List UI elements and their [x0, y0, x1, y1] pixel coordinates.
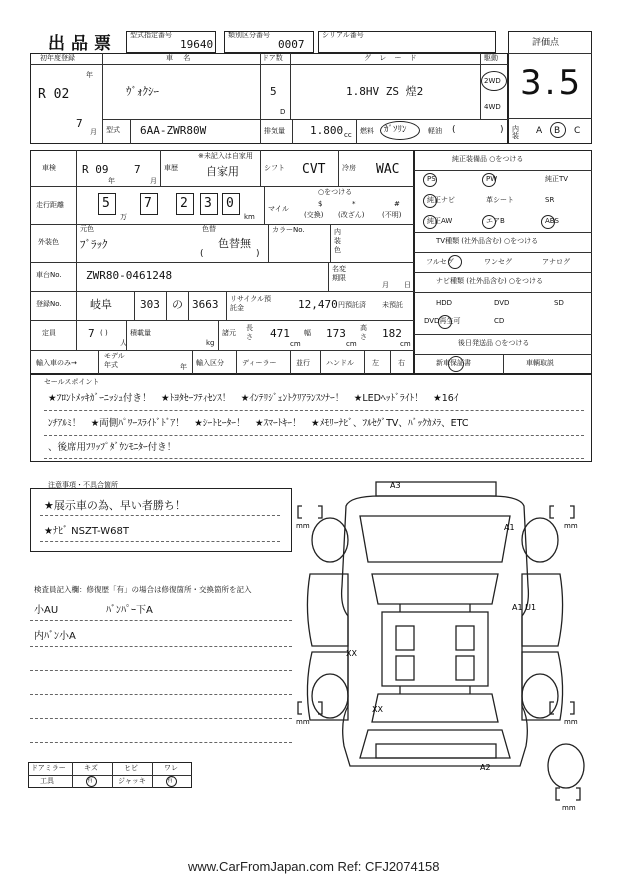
len-cm: cm: [290, 340, 301, 348]
fuel-paren-open: (: [452, 125, 456, 135]
label-a2: A2: [480, 763, 491, 772]
height: 182: [382, 327, 402, 340]
category-label: 類別区分番号: [228, 31, 270, 39]
load-label: 積載量: [130, 329, 151, 337]
equip-item: ABS: [545, 217, 559, 225]
equip-item: PS: [427, 175, 436, 183]
serial-label: シリアル番号: [322, 31, 364, 39]
fuel-paren-close: ): [500, 125, 504, 135]
history: 自家用: [206, 165, 239, 178]
legend-broken: ワレ: [164, 764, 178, 772]
navi-header: ナビ種類 (社外品含む) ○をつける: [436, 277, 544, 285]
disp-unit: cc: [344, 131, 352, 139]
watermark: www.CarFromJapan.com Ref: CFJ2074158: [188, 859, 440, 874]
sym-hash: #: [394, 200, 400, 208]
shaken-year-unit: 年: [108, 177, 115, 185]
shift-label: シフト: [264, 164, 285, 172]
equip-item: エアB: [486, 217, 505, 225]
notes-label: 注意事項・不具合箇所: [48, 481, 118, 489]
man-unit: 万: [120, 213, 127, 221]
tv-item: フルセグ: [426, 258, 454, 266]
displacement: 1.800: [310, 124, 344, 137]
label-a1: A1: [504, 523, 515, 532]
legend-tools-yes: 有: [87, 777, 94, 784]
length: 471: [270, 327, 290, 340]
category-no: 0007: [278, 38, 305, 51]
mileage-digit: 2: [180, 196, 188, 211]
recycle-status: 円預託済: [338, 301, 366, 309]
legend-tools: 工具: [40, 777, 54, 785]
name-change-month: 月: [382, 281, 389, 289]
score-label: 評価点: [532, 38, 560, 48]
ac: WAC: [376, 162, 400, 177]
body-outline: [342, 496, 529, 766]
model-year-label: モデル年式: [104, 352, 125, 369]
equip-item: PW: [486, 175, 498, 183]
navi-item: HDD: [436, 299, 453, 307]
roof: [382, 612, 488, 686]
inspector-label: 検査員記入欄：修復歴「有」の場合は修復箇所・交換箇所を記入: [34, 585, 252, 594]
equip-item: SR: [545, 196, 555, 204]
interior-c: C: [574, 126, 581, 136]
mm-fl: mm: [296, 522, 310, 530]
reg-class: 303: [140, 298, 160, 311]
not-deposit: 未預託: [382, 301, 403, 309]
handle-label: ハンドル: [326, 359, 354, 367]
navi-item: CD: [494, 317, 505, 325]
mm-rl: mm: [296, 718, 310, 726]
docs-header: 後日発送品 ○をつける: [458, 339, 530, 347]
width: 173: [326, 327, 346, 340]
recycle: 12,470: [298, 298, 338, 311]
first-reg-month: 7: [76, 117, 83, 130]
ac-label: 冷房: [342, 164, 356, 172]
type-no-label: 型式指定番号: [130, 31, 172, 39]
door-label: ドア数: [262, 54, 283, 62]
sales-line3: 、後席用ﾌﾘｯﾌﾟﾀﾞｳﾝﾓﾆﾀｰ付き！: [48, 442, 177, 453]
kg-unit: kg: [206, 339, 215, 347]
first-reg-year-unit: 年: [86, 71, 93, 79]
door-suffix: D: [280, 108, 286, 116]
doc-warranty-circle: [448, 356, 464, 372]
reg-pref: 岐阜: [90, 298, 112, 311]
sym-star: *: [352, 200, 356, 208]
hood: [360, 516, 510, 562]
height-label: 高さ: [360, 324, 367, 341]
light-oil: 軽油: [428, 127, 442, 135]
len-label: 長さ: [246, 324, 253, 341]
interior-b: B: [554, 126, 561, 136]
navi-item: SD: [554, 299, 564, 307]
recycle-label: リサイクル預託金: [230, 295, 272, 312]
circle-note-mileage: ○をつける: [318, 188, 353, 196]
width-cm: cm: [346, 340, 357, 348]
car-diagram: [290, 476, 600, 816]
recolor: 色替無: [218, 237, 251, 250]
legend-scratch: キズ: [84, 764, 98, 772]
model: 6AA-ZWR80W: [140, 124, 207, 137]
unknown: (不明): [382, 211, 402, 219]
name-change-label: 名変期限: [332, 265, 346, 282]
navi-item: DVD: [494, 299, 510, 307]
wheel-front-right: [522, 518, 558, 562]
fuel: ｶﾞｿﾘﾝ: [384, 125, 407, 135]
tv-item: ワンセグ: [484, 258, 512, 266]
shaken-month-unit: 月: [150, 177, 157, 185]
sales-line2: ﾝﾁｱﾙﾐ！ ★両側ﾊﾟﾜｰｽﾗｲﾄﾞﾄﾞｱ！ ★ｼｰﾄﾋｰﾀｰ！ ★ｽﾏｰﾄｷｰ！ ★ﾒﾓﾘｰﾅﾋﾞ、ﾌﾙｾｸﾞTV、ﾊﾞｯｸｶﾒﾗ、ETC: [48, 418, 469, 429]
mileage-digit: 7: [144, 196, 152, 211]
import-year-unit: 年: [180, 363, 187, 371]
dims-label: 諸元: [222, 329, 236, 337]
model-label: 型式: [106, 126, 120, 134]
drive-2wd: 2WD: [484, 77, 501, 85]
exchanged: (交換): [304, 211, 324, 219]
score-value: 3.5: [520, 63, 584, 103]
color-label: 外装色: [38, 238, 59, 246]
history-label: 車歴: [164, 164, 178, 172]
doc-manual: 車輌取説: [526, 359, 554, 367]
interior-a: A: [536, 126, 543, 136]
mm-spare: mm: [562, 804, 576, 812]
label-a1u1: A1 U1: [512, 603, 537, 612]
reg-num: 3663: [192, 298, 219, 311]
wheel-front-left: [312, 518, 348, 562]
label-xx2: XX: [372, 705, 383, 714]
wheel-rear-left: [312, 674, 348, 718]
legend-mirror: ドアミラー: [31, 764, 66, 772]
shaken-label: 車検: [42, 164, 56, 172]
wheel-rear-right: [522, 674, 558, 718]
orig-color-label: 元色: [80, 225, 94, 233]
rear-bumper: [376, 744, 496, 758]
capacity-unit: ( ): [100, 329, 108, 337]
grade: 1.8HV ZS 煌2: [346, 85, 424, 98]
right-hand: 右: [398, 359, 405, 367]
person-unit: 人: [120, 339, 127, 347]
legend-jack-yes: 有: [167, 777, 174, 784]
doc-warranty: 新車保証書: [436, 359, 471, 367]
legend-jack: ジャッキ: [118, 777, 146, 785]
notes-line2: ★ﾅﾋﾞ NSZT-W68T: [44, 526, 129, 537]
legend-crack: ヒビ: [124, 764, 138, 772]
interior-label: 内装: [512, 125, 519, 140]
inspector-2: 内ﾊﾞﾝ小A: [34, 631, 76, 642]
inspector-1a: 小AU: [34, 605, 59, 616]
reg-kana: の: [172, 298, 183, 311]
capacity: 7: [88, 327, 95, 340]
vin: ZWR80-0461248: [86, 269, 173, 282]
vin-label: 車台No.: [36, 271, 62, 279]
drive-label: 駆動: [484, 54, 498, 62]
mm-rr: mm: [564, 718, 578, 726]
left-hand: 左: [372, 359, 379, 367]
notes-line1: ★展示車の為、早い者勝ち！: [44, 499, 186, 512]
capacity-label: 定員: [42, 329, 56, 337]
history-note: ※未記入は自家用: [198, 152, 253, 160]
car-name: ｳﾞｫｸｼｰ: [126, 85, 159, 98]
width-label: 幅: [304, 329, 311, 337]
mileage-digit: 5: [102, 196, 110, 211]
rear-glass: [372, 694, 498, 722]
drive-4wd: 4WD: [484, 103, 501, 111]
first-reg-month-unit: 月: [90, 128, 97, 136]
shaken-month: 7: [134, 163, 141, 176]
color-no-label: 色替: [202, 225, 216, 233]
mile-label: マイル: [268, 205, 289, 213]
equip-item: 純正AW: [427, 217, 453, 225]
label-xx1: XX: [346, 649, 357, 658]
name-change-day: 日: [404, 281, 411, 289]
first-reg-year: R 02: [38, 87, 70, 102]
equip-item: 純正TV: [545, 175, 569, 183]
sheet-title: 出品票: [48, 34, 117, 54]
equip-item: 純正ナビ: [427, 196, 455, 204]
shaken-year: R 09: [82, 163, 109, 176]
import-label: 輸入車のみ→: [36, 359, 77, 367]
mm-fr: mm: [564, 522, 578, 530]
grade-label: グ レ ー ド: [364, 54, 420, 62]
notes-box: [30, 488, 292, 552]
doors: 5: [270, 85, 277, 98]
equip-header: 純正装備品 ○をつける: [452, 155, 524, 163]
color-paren-close: ): [256, 249, 260, 259]
navi-item: DVD再生可: [424, 317, 461, 325]
interior-color-label: 内装色: [334, 228, 341, 254]
import-cat-label: 輸入区分: [196, 359, 224, 367]
equip-item: 革シート: [486, 196, 514, 204]
color: ﾌﾞﾗｯｸ: [80, 238, 108, 251]
tv-header: TV種類 (社外品含む) ○をつける: [436, 237, 539, 245]
dealer: ディーラー: [242, 359, 277, 367]
mileage-digit: 3: [204, 196, 212, 211]
mileage-digit: 0: [226, 196, 234, 211]
fuel-label: 燃料: [360, 127, 374, 135]
color-paren-open: (: [200, 249, 204, 259]
reg-label: 登録No.: [36, 300, 62, 308]
first-reg-label: 初年度登録: [40, 54, 75, 62]
shift: CVT: [302, 162, 326, 177]
height-cm: cm: [400, 340, 411, 348]
sym-dollar: $: [318, 200, 323, 208]
label-a3: A3: [390, 481, 401, 490]
sales-label: セールスポイント: [44, 378, 100, 386]
type-no: 19640: [180, 38, 214, 51]
disp-label: 排気量: [264, 127, 285, 135]
tampered: (改ざん): [338, 211, 365, 219]
tv-item: アナログ: [542, 258, 570, 266]
inspector-1b: ﾊﾞﾝﾊﾟｰ下A: [106, 605, 153, 616]
km-unit: km: [244, 213, 255, 221]
parallel: 並行: [296, 359, 310, 367]
spare-tire: [548, 744, 584, 788]
car-name-label: 車 名: [166, 54, 195, 62]
mileage-label: 走行距離: [36, 201, 64, 209]
windshield: [372, 574, 498, 604]
sales-line1: ★ﾌﾛﾝﾄﾒｯｷｶﾞｰﾆｯｼｭ付き！ ★ﾄﾖﾀｾｰﾌﾃｨｾﾝｽ！ ★ｲﾝﾃﾘｼﾞｪﾝﾄｸﾘｱﾗﾝｽｿﾅｰ！ ★LEDﾍｯﾄﾞﾗｲﾄ！ ★16ｲ: [48, 393, 459, 404]
color-code-label: カラーNo.: [272, 226, 305, 234]
